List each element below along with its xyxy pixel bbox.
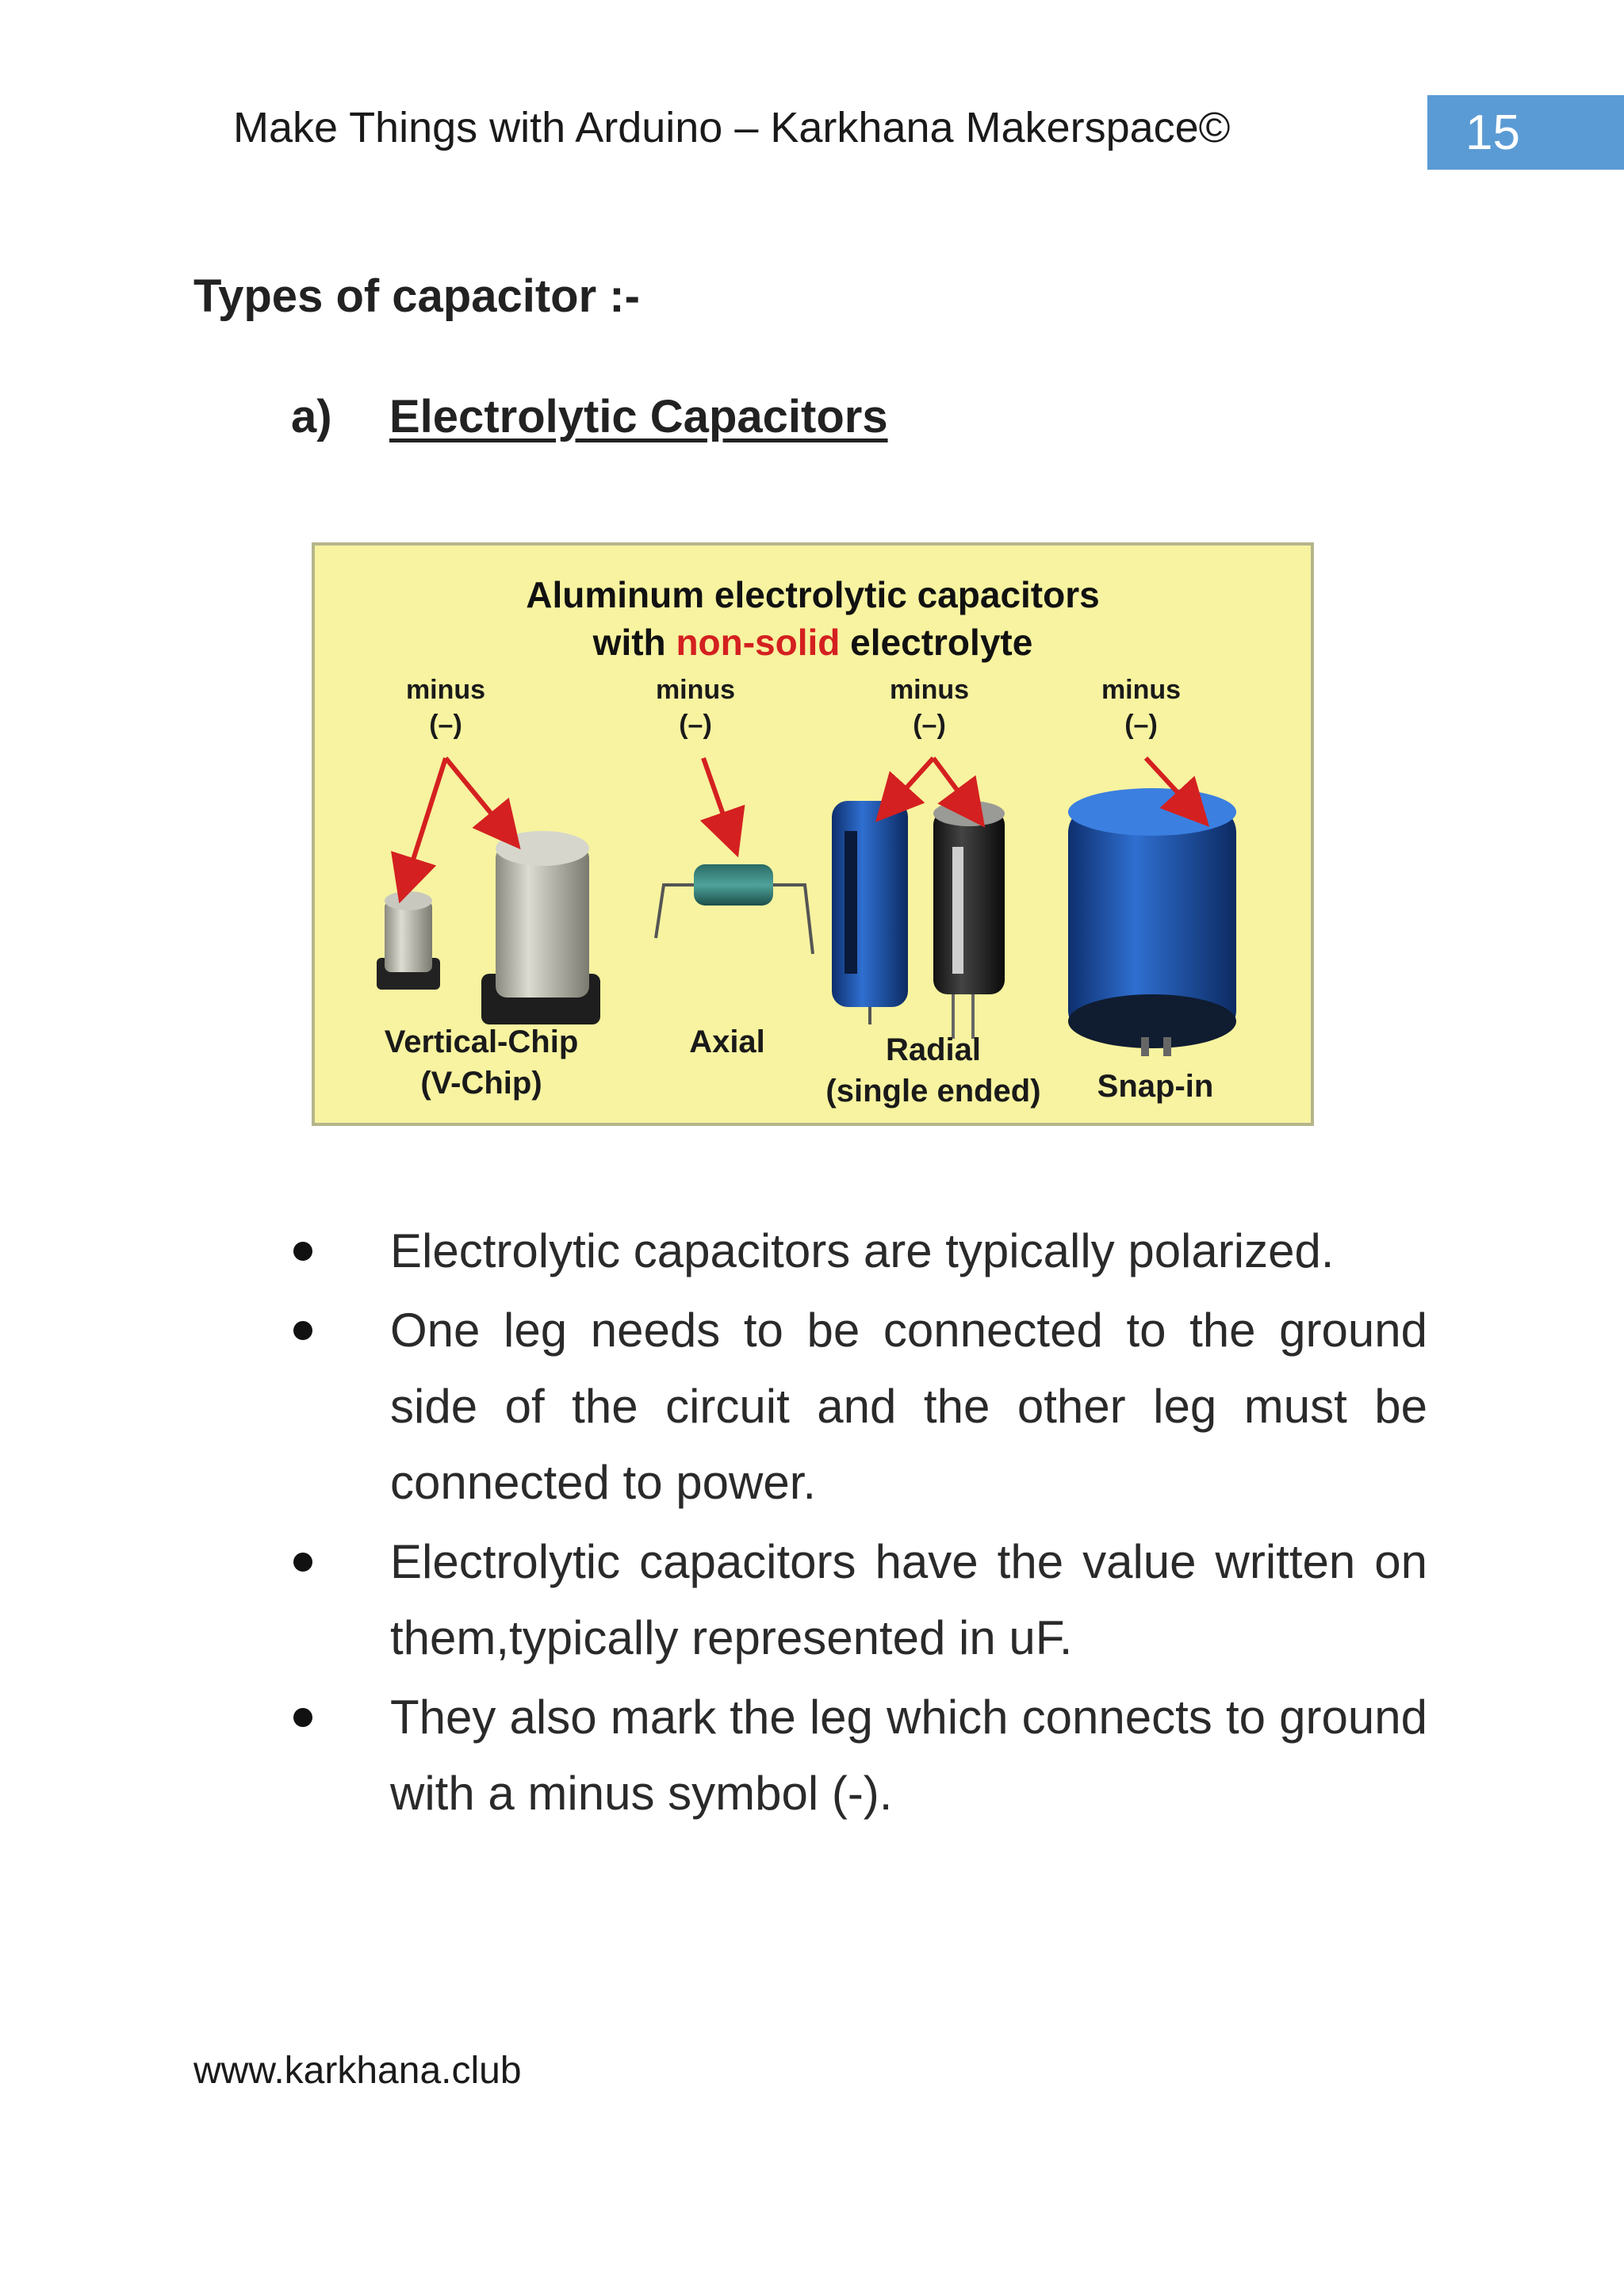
figure-title-line2-red: non-solid	[676, 622, 841, 663]
bullet-dot-icon	[293, 1708, 312, 1727]
bullet-item: They also mark the leg which connects to ground with a minus symbol (-).	[285, 1679, 1427, 1832]
minus-label-axial: minus (–)	[655, 675, 736, 740]
vchip-small-capacitor	[377, 891, 440, 990]
caption-snapin: Snap-in	[1097, 1069, 1214, 1104]
minus-label-snapin: minus (–)	[1101, 675, 1182, 740]
bullet-item: Electrolytic capacitors have the value written on them,typically represented in uF.	[285, 1524, 1427, 1676]
radial-blue-capacitor	[832, 801, 908, 1024]
bullet-dot-icon	[293, 1321, 312, 1340]
figure-title-line1: Aluminum electrolytic capacitors	[526, 574, 1100, 615]
page-number-badge	[1427, 95, 1624, 170]
footer-url: www.karkhana.club	[193, 2050, 522, 2092]
header-title: Make Things with Arduino – Karkhana Makerspace©	[233, 104, 1231, 151]
minus-label-radial: minus (–)	[889, 675, 970, 740]
subsection-heading	[291, 390, 888, 443]
caption-axial: Axial	[689, 1024, 765, 1059]
bullet-dot-icon	[293, 1242, 312, 1261]
bullet-dot-icon	[293, 1553, 312, 1572]
caption-vchip: Vertical-Chip (V-Chip)	[384, 1024, 579, 1101]
axial-capacitor	[656, 864, 813, 954]
subsection-label: Electrolytic Capacitors	[389, 391, 888, 442]
figure-title	[315, 571, 1311, 666]
figure-title-line2-post: electrolyte	[840, 622, 1033, 663]
radial-black-capacitor	[933, 801, 1005, 1039]
snapin-capacitor	[1068, 788, 1236, 1056]
capacitor-figure	[312, 542, 1314, 1126]
figure-title-line2	[315, 618, 1311, 666]
bullet-list	[285, 1213, 1427, 1835]
caption-radial: Radial (single ended)	[825, 1032, 1041, 1109]
subsection-marker: a)	[291, 391, 332, 442]
bullet-item: Electrolytic capacitors are typically polarized.	[285, 1213, 1427, 1289]
page-number: 15	[1465, 105, 1520, 160]
figure-title-line2-pre: with	[592, 622, 676, 663]
bullet-item: One leg needs to be connected to the ground side of the circuit and the other leg must be connected to power.	[285, 1292, 1427, 1521]
minus-label-vchip: minus (–)	[405, 675, 486, 740]
vchip-large-capacitor	[481, 831, 600, 1024]
section-title: Types of capacitor :-	[193, 270, 640, 322]
